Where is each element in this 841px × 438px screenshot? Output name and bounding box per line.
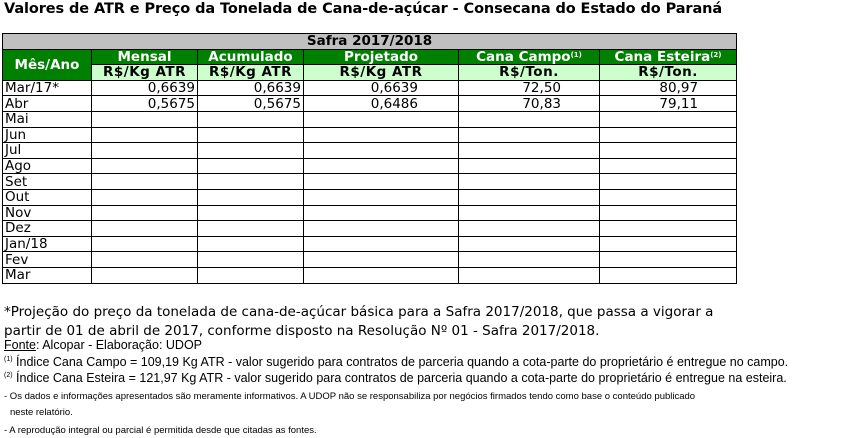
value-cell — [304, 221, 459, 237]
note-line-2: partir de 01 de abril de 2017, conforme disposto na Resolução Nº 01 - Safra 2017/2018. — [4, 323, 600, 339]
month-cell: Out — [3, 189, 92, 205]
value-cell — [304, 127, 459, 143]
projection-note — [4, 303, 713, 341]
value-cell: 0,5675 — [92, 96, 198, 112]
page-title: Valores de ATR e Preço da Tonelada de Cana-de-açúcar - Consecana do Estado do Paraná — [4, 1, 723, 17]
value-cell — [304, 174, 459, 190]
value-cell — [600, 252, 737, 268]
value-cell — [304, 205, 459, 221]
source-block — [4, 337, 788, 387]
column-header-label: Cana Esteira — [614, 49, 711, 65]
value-cell — [92, 252, 198, 268]
disclaimer-line-3: - A reprodução integral ou parcial é permitida desde que citadas as fontes. — [4, 425, 317, 436]
value-cell — [92, 174, 198, 190]
month-cell: Mar — [3, 267, 92, 283]
value-cell — [600, 111, 737, 127]
value-cell: 0,5675 — [198, 96, 304, 112]
value-cell — [92, 111, 198, 127]
column-header-footnote-mark: (1) — [570, 50, 582, 59]
table-row — [3, 267, 737, 283]
column-unit: R$/Ton. — [459, 65, 600, 81]
disclaimer-line-1: - Os dados e informações apresentados são meramente informativos. A UDOP não se responsabiliza por negócios firmados tendo como base o conteúdo publicado — [4, 391, 696, 402]
column-header — [459, 49, 600, 65]
value-cell — [92, 205, 198, 221]
month-cell: Abr — [3, 96, 92, 112]
value-cell — [600, 221, 737, 237]
month-cell: Mar/17* — [3, 80, 92, 96]
value-cell — [304, 189, 459, 205]
footnote-1-text: Índice Cana Campo = 109,19 Kg ATR - valor sugerido para contratos de parceria quando a cota-parte do proprietário é entregue no campo. — [12, 354, 789, 369]
value-cell — [304, 236, 459, 252]
column-header-label: Cana Campo — [476, 49, 571, 65]
value-cell — [198, 189, 304, 205]
table-row — [3, 221, 737, 237]
month-cell: Set — [3, 174, 92, 190]
month-cell: Nov — [3, 205, 92, 221]
value-cell — [198, 174, 304, 190]
table-row — [3, 96, 737, 112]
value-cell — [459, 143, 600, 159]
value-cell — [304, 158, 459, 174]
value-cell — [198, 252, 304, 268]
value-cell — [459, 127, 600, 143]
mes-ano-header: Mês/Ano — [3, 49, 92, 80]
table-row — [3, 205, 737, 221]
source-line — [4, 337, 788, 354]
value-cell: 0,6639 — [198, 80, 304, 96]
value-cell — [459, 221, 600, 237]
footnote-2-mark: (2) — [4, 372, 13, 379]
column-header-label: Acumulado — [208, 49, 293, 65]
value-cell — [600, 158, 737, 174]
value-cell — [459, 252, 600, 268]
table-row — [3, 158, 737, 174]
month-cell: Ago — [3, 158, 92, 174]
value-cell — [459, 267, 600, 283]
month-cell: Jun — [3, 127, 92, 143]
value-cell: 72,50 — [459, 80, 600, 96]
column-header — [198, 49, 304, 65]
footnote-2-text: Índice Cana Esteira = 121,97 Kg ATR - valor sugerido para contratos de parceria quando a cota-parte do proprietário é entregue na esteira. — [12, 371, 787, 385]
value-cell: 70,83 — [459, 96, 600, 112]
value-cell — [92, 267, 198, 283]
value-cell — [459, 174, 600, 190]
footnote-2 — [4, 370, 788, 387]
value-cell — [92, 158, 198, 174]
value-cell — [198, 143, 304, 159]
footnote-1 — [4, 354, 788, 371]
value-cell — [92, 127, 198, 143]
disclaimer-line-2: neste relatório. — [10, 407, 73, 418]
source-text: : Alcopar - Elaboração: UDOP — [35, 338, 203, 352]
value-cell: 0,6639 — [92, 80, 198, 96]
value-cell — [198, 267, 304, 283]
value-cell: 80,97 — [600, 80, 737, 96]
column-header — [600, 49, 737, 65]
column-header-label: Projetado — [343, 49, 419, 65]
value-cell — [92, 143, 198, 159]
value-cell: 0,6486 — [304, 96, 459, 112]
table-row — [3, 174, 737, 190]
value-cell — [92, 189, 198, 205]
safra-header: Safra 2017/2018 — [3, 34, 737, 50]
value-cell: 0,6639 — [304, 80, 459, 96]
month-cell: Jul — [3, 143, 92, 159]
table-row — [3, 127, 737, 143]
month-cell: Jan/18 — [3, 236, 92, 252]
value-cell — [459, 236, 600, 252]
value-cell — [600, 143, 737, 159]
table-row — [3, 111, 737, 127]
value-cell — [198, 236, 304, 252]
value-cell: 79,11 — [600, 96, 737, 112]
table-row — [3, 80, 737, 96]
value-cell — [600, 236, 737, 252]
note-line-1: *Projeção do preço da tonelada de cana-de-açúcar básica para a Safra 2017/2018, que passa a vigorar a — [4, 304, 714, 320]
value-cell — [600, 189, 737, 205]
column-header — [92, 49, 198, 65]
value-cell — [198, 127, 304, 143]
value-cell — [198, 205, 304, 221]
month-cell: Mai — [3, 111, 92, 127]
value-cell — [198, 158, 304, 174]
value-cell — [459, 189, 600, 205]
column-unit: R$/Ton. — [600, 65, 737, 81]
value-cell — [304, 143, 459, 159]
table-row — [3, 143, 737, 159]
column-header-footnote-mark: (2) — [710, 50, 722, 59]
value-cell — [304, 252, 459, 268]
table-row — [3, 236, 737, 252]
value-cell — [459, 158, 600, 174]
value-cell — [304, 111, 459, 127]
table-row — [3, 189, 737, 205]
source-label: Fonte — [4, 338, 36, 352]
column-unit: R$/Kg ATR — [198, 65, 304, 81]
value-cell — [304, 267, 459, 283]
column-unit: R$/Kg ATR — [92, 65, 198, 81]
value-cell — [198, 111, 304, 127]
value-cell — [92, 236, 198, 252]
value-cell — [198, 221, 304, 237]
month-cell: Fev — [3, 252, 92, 268]
column-unit: R$/Kg ATR — [304, 65, 459, 81]
value-cell — [92, 221, 198, 237]
atr-price-table — [2, 33, 737, 284]
value-cell — [459, 111, 600, 127]
value-cell — [600, 205, 737, 221]
value-cell — [600, 267, 737, 283]
value-cell — [600, 127, 737, 143]
value-cell — [600, 174, 737, 190]
column-header — [304, 49, 459, 65]
month-cell: Dez — [3, 221, 92, 237]
footnote-1-mark: (1) — [4, 355, 13, 363]
table-row — [3, 252, 737, 268]
column-header-label: Mensal — [117, 49, 172, 65]
value-cell — [459, 205, 600, 221]
